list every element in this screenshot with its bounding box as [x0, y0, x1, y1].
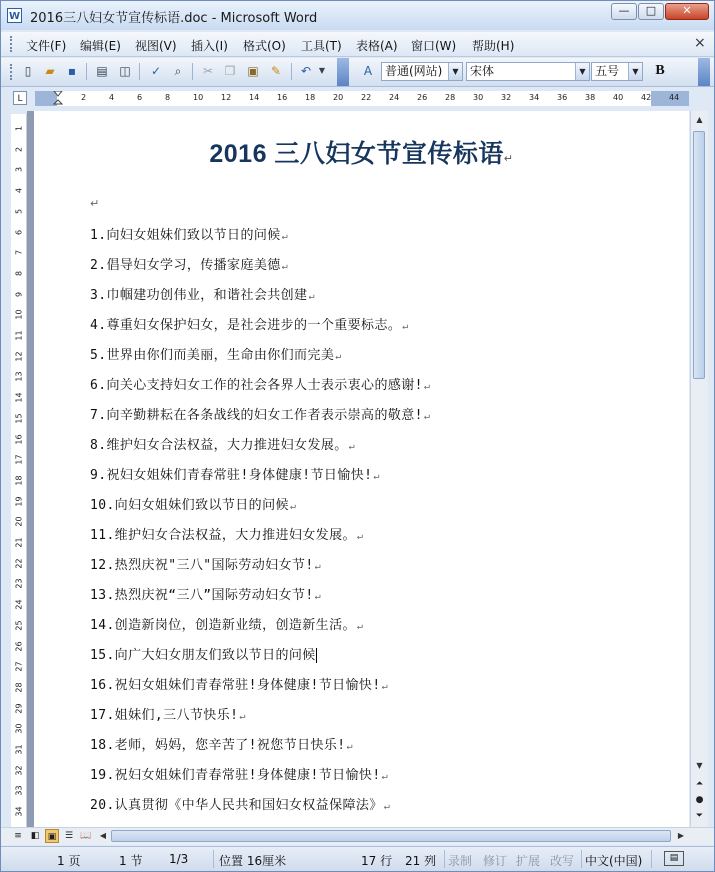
- document-line-text: 7.向辛勤耕耘在各条战线的妇女工作者表示崇高的敬意!: [90, 408, 423, 423]
- document-line-text: 12.热烈庆祝"三八"国际劳动妇女节!: [90, 558, 314, 573]
- ruler-number: 14: [249, 93, 260, 102]
- vertical-ruler-number: 17: [14, 454, 24, 465]
- document-line-text: 14.创造新岗位，创造新业绩，创造新生活。: [90, 618, 356, 633]
- status-overtype[interactable]: 改写: [550, 854, 575, 868]
- ruler-number: 26: [417, 93, 428, 102]
- menu-insert[interactable]: 插入(I): [191, 39, 228, 53]
- vertical-ruler-number: 21: [14, 537, 24, 548]
- vertical-ruler-number: 30: [14, 723, 24, 734]
- document-line[interactable]: [90, 464, 380, 483]
- status-record[interactable]: 录制: [448, 854, 473, 868]
- paragraph-mark: ↵: [423, 381, 431, 392]
- ruler-number: 34: [529, 93, 540, 102]
- document-area: [27, 111, 689, 827]
- document-title: 2016 三八妇女节宣传标语↵: [209, 140, 514, 168]
- vertical-ruler-number: 15: [14, 413, 24, 424]
- print-icon[interactable]: ▤: [96, 64, 108, 78]
- ruler-number: 6: [137, 93, 143, 102]
- maximize-button[interactable]: □: [638, 3, 664, 20]
- document-line[interactable]: [90, 284, 315, 303]
- styles-pane-icon[interactable]: A: [363, 64, 373, 78]
- vertical-ruler-number: 9: [14, 291, 24, 297]
- font-value: 宋体: [470, 64, 495, 78]
- document-page[interactable]: [34, 111, 689, 827]
- horizontal-scroll-thumb[interactable]: [111, 830, 671, 842]
- vertical-ruler-number: 27: [14, 661, 24, 672]
- document-line[interactable]: [90, 584, 321, 603]
- vertical-ruler-number: 8: [14, 270, 24, 276]
- copy-icon[interactable]: ❐: [224, 64, 236, 78]
- ruler-number: 20: [333, 93, 344, 102]
- document-line-text: 1.向妇女姐妹们致以节日的问候: [90, 228, 281, 243]
- scroll-up-icon[interactable]: ▲: [696, 115, 703, 124]
- vertical-ruler-number: 11: [14, 330, 24, 341]
- document-line-text: 20.认真贯彻《中华人民共和国妇女权益保障法》: [90, 798, 383, 813]
- document-line[interactable]: [90, 764, 388, 783]
- empty-paragraph-mark: ↵: [90, 197, 100, 210]
- horizontal-ruler-row: [1, 88, 714, 108]
- font-dropdown-icon[interactable]: ▼: [575, 63, 589, 80]
- document-line[interactable]: [90, 314, 409, 333]
- vertical-ruler[interactable]: [11, 114, 27, 827]
- menu-file[interactable]: 文件(F): [26, 39, 67, 53]
- vertical-ruler-number: 18: [14, 475, 24, 486]
- menu-window[interactable]: 窗口(W): [411, 39, 457, 53]
- document-line-text: 9.祝妇女姐妹们青春常驻!身体健康!节日愉快!: [90, 468, 373, 483]
- open-folder-icon[interactable]: ▰: [45, 64, 55, 78]
- paste-icon[interactable]: ▣: [247, 64, 259, 78]
- menu-bar: [1, 32, 714, 57]
- vertical-scroll-thumb[interactable]: [693, 131, 705, 379]
- status-page-of: 1/3: [169, 852, 189, 866]
- paragraph-mark: ↵: [402, 321, 409, 332]
- horizontal-ruler[interactable]: [35, 91, 689, 106]
- scroll-left-icon[interactable]: ◀: [99, 831, 107, 840]
- vertical-ruler-number: 7: [14, 250, 24, 256]
- ruler-number: 12: [221, 93, 232, 102]
- vertical-ruler-number: 34: [14, 806, 24, 817]
- menu-tools[interactable]: 工具(T): [301, 39, 342, 53]
- window-title: 2016三八妇女节宣传标语.doc - Microsoft Word: [30, 11, 318, 26]
- menu-grip-icon[interactable]: [10, 36, 15, 52]
- ruler-number: 38: [585, 93, 596, 102]
- ruler-number: 36: [557, 93, 568, 102]
- ruler-number: 24: [389, 93, 400, 102]
- document-line-text: 19.祝妇女姐妹们青春常驻!身体健康!节日愉快!: [90, 768, 381, 783]
- font-size-dropdown-icon[interactable]: ▼: [628, 63, 642, 80]
- vertical-ruler-number: 10: [14, 309, 24, 320]
- document-line[interactable]: [90, 494, 296, 513]
- save-icon[interactable]: ▪: [67, 64, 77, 78]
- vertical-ruler-number: 32: [14, 765, 24, 776]
- status-column: 21 列: [405, 854, 437, 868]
- vertical-ruler-number: 20: [14, 516, 24, 527]
- vertical-ruler-number: 29: [14, 703, 24, 714]
- paragraph-mark: ↵: [335, 351, 342, 362]
- document-line-text: 3.巾帼建功创伟业，和谐社会共创建: [90, 288, 308, 303]
- paragraph-mark: ↵: [373, 471, 380, 482]
- document-line[interactable]: [90, 434, 355, 453]
- ruler-number: 4: [109, 93, 115, 102]
- ruler-number: 40: [613, 93, 624, 102]
- toolbar-grip-icon[interactable]: [10, 64, 15, 80]
- vertical-ruler-number: 2: [14, 146, 24, 152]
- spelling-icon[interactable]: ✓: [150, 64, 162, 78]
- tab-selector-icon[interactable]: L: [13, 91, 27, 105]
- vertical-ruler-number: 31: [14, 744, 24, 755]
- status-language[interactable]: 中文(中国): [585, 854, 643, 868]
- vertical-ruler-number: 23: [14, 578, 24, 589]
- paragraph-mark: ↵: [356, 531, 364, 542]
- document-line-text: 5.世界由你们而美丽，生命由你们而完美: [90, 348, 335, 363]
- vertical-ruler-number: 28: [14, 682, 24, 693]
- document-line[interactable]: [90, 734, 353, 753]
- document-line[interactable]: [90, 344, 342, 363]
- ruler-number: 18: [305, 93, 316, 102]
- document-line[interactable]: [90, 674, 388, 693]
- print-layout-view-icon[interactable]: ▣: [45, 829, 59, 843]
- research-icon[interactable]: ⌕: [174, 64, 182, 78]
- spelling-status-icon[interactable]: ▤: [664, 851, 684, 866]
- document-line[interactable]: [90, 374, 430, 393]
- toolbar-overflow-2-icon[interactable]: [698, 58, 710, 86]
- vertical-ruler-number: 13: [14, 371, 24, 382]
- paragraph-mark: ↵: [239, 711, 246, 722]
- document-line[interactable]: [90, 404, 430, 423]
- ruler-number: 44: [669, 93, 680, 102]
- font-size-combo[interactable]: [591, 62, 643, 81]
- vertical-ruler-number: 24: [14, 599, 24, 610]
- title-bar[interactable]: [1, 1, 714, 30]
- paragraph-mark: ↵: [423, 411, 431, 422]
- text-cursor: [316, 648, 317, 663]
- menu-view[interactable]: 视图(V): [135, 39, 177, 53]
- close-button[interactable]: ✕: [665, 3, 709, 20]
- document-line-text: 8.维护妇女合法权益，大力推进妇女发展。: [90, 438, 348, 453]
- paragraph-mark: ↵: [314, 561, 321, 572]
- paragraph-mark: ↵: [281, 231, 289, 242]
- paragraph-mark: ↵: [346, 741, 353, 752]
- document-line[interactable]: [90, 644, 317, 663]
- status-page: 1 页: [57, 854, 81, 868]
- document-line[interactable]: [90, 554, 321, 573]
- scroll-right-icon[interactable]: ▶: [677, 831, 685, 840]
- vertical-ruler-number: 12: [14, 351, 24, 362]
- vertical-ruler-number: 22: [14, 558, 24, 569]
- document-line-text: 10.向妇女姐妹们致以节日的问候: [90, 498, 289, 513]
- paragraph-mark: ↵: [356, 621, 364, 632]
- ruler-number: 32: [501, 93, 512, 102]
- document-line-text: 11.维护妇女合法权益，大力推进妇女发展。: [90, 528, 356, 543]
- format-painter-icon[interactable]: ✎: [270, 64, 282, 78]
- vertical-ruler-number: 5: [14, 208, 24, 214]
- document-line-text: 13.热烈庆祝“三八”国际劳动妇女节!: [90, 588, 314, 603]
- vertical-ruler-number: 16: [14, 433, 24, 445]
- vertical-ruler-number: 33: [14, 785, 24, 796]
- toolbar-overflow-icon[interactable]: [337, 58, 349, 86]
- document-line[interactable]: [90, 254, 288, 273]
- horizontal-scrollbar-row: [1, 827, 714, 845]
- paragraph-mark: ↵: [289, 501, 297, 512]
- ruler-number: 8: [165, 93, 171, 102]
- minimize-button[interactable]: —: [611, 3, 637, 20]
- document-line-text: 16.祝妇女姐妹们青春常驻!身体健康!节日愉快!: [90, 678, 381, 693]
- ruler-number: 22: [361, 93, 372, 102]
- style-combo[interactable]: [381, 62, 463, 81]
- document-line-text: 2.倡导妇女学习，传播家庭美德: [90, 258, 281, 273]
- paragraph-mark: ↵: [383, 801, 391, 812]
- vertical-ruler-number: 25: [14, 620, 24, 631]
- vertical-ruler-number: 4: [14, 188, 24, 194]
- next-page-icon[interactable]: ⏷: [695, 811, 704, 821]
- ruler-number: 2: [81, 93, 87, 102]
- paragraph-mark: ↵: [381, 771, 388, 782]
- undo-icon[interactable]: ↶: [300, 64, 312, 78]
- vertical-ruler-number: 26: [14, 640, 24, 652]
- ruler-number: 28: [445, 93, 456, 102]
- menu-help[interactable]: 帮助(H): [472, 39, 515, 53]
- reading-view-icon[interactable]: 📖: [80, 831, 92, 841]
- print-preview-icon[interactable]: ◫: [119, 64, 131, 78]
- undo-dropdown-icon[interactable]: ▼: [318, 66, 326, 75]
- style-value: 普通(网站): [385, 64, 443, 78]
- scroll-down-icon[interactable]: ▼: [696, 761, 703, 770]
- status-extend[interactable]: 扩展: [516, 854, 541, 868]
- ruler-number: 42: [641, 93, 652, 102]
- outline-view-icon[interactable]: ☰: [64, 831, 74, 841]
- normal-view-icon[interactable]: ≡: [14, 831, 22, 841]
- vertical-ruler-number: 6: [14, 229, 24, 235]
- status-section: 1 节: [119, 854, 143, 868]
- status-line: 17 行: [361, 854, 393, 868]
- vertical-ruler-number: 3: [14, 167, 24, 173]
- menu-edit[interactable]: 编辑(E): [80, 39, 121, 53]
- menu-format[interactable]: 格式(O): [243, 39, 286, 53]
- vertical-ruler-number: 14: [14, 392, 24, 403]
- ruler-number: 16: [277, 93, 288, 102]
- vertical-scrollbar[interactable]: [690, 111, 708, 827]
- document-line[interactable]: [90, 614, 363, 633]
- paragraph-mark: ↵: [308, 291, 315, 302]
- document-line[interactable]: [90, 524, 363, 543]
- indent-marker-icon[interactable]: [53, 91, 63, 106]
- document-line-text: 6.向关心支持妇女工作的社会各界人士表示衷心的感谢!: [90, 378, 423, 393]
- vertical-ruler-number: 1: [14, 125, 24, 132]
- status-track-changes[interactable]: 修订: [483, 854, 508, 868]
- document-line-text: 17.姐妹们,三八节快乐!: [90, 708, 239, 723]
- select-browse-object-icon[interactable]: ●: [695, 795, 704, 805]
- close-document-icon[interactable]: ×: [694, 35, 706, 51]
- cut-icon[interactable]: ✂: [202, 64, 214, 78]
- paragraph-mark: ↵: [348, 441, 356, 452]
- ruler-number: 10: [193, 93, 204, 102]
- bold-button[interactable]: B: [655, 63, 665, 78]
- document-line-text: 4.尊重妇女保护妇女，是社会进步的一个重要标志。: [90, 318, 402, 333]
- formatting-toolbar: [1, 58, 714, 87]
- paragraph-mark: ↵: [281, 261, 289, 272]
- font-size-value: 五号: [595, 64, 620, 78]
- vertical-ruler-number: 19: [14, 496, 24, 507]
- ruler-number: 30: [473, 93, 484, 102]
- previous-page-icon[interactable]: ⏶: [695, 779, 704, 789]
- status-bar: [1, 846, 714, 872]
- paragraph-mark: ↵: [381, 681, 388, 692]
- document-line-text: 15.向广大妇女朋友们致以节日的问候: [90, 648, 316, 663]
- web-view-icon[interactable]: ◧: [30, 831, 40, 841]
- document-line[interactable]: [90, 704, 246, 723]
- status-position: 位置 16厘米: [219, 854, 287, 868]
- new-doc-icon[interactable]: ▯: [24, 64, 32, 78]
- font-combo[interactable]: [466, 62, 590, 81]
- document-line[interactable]: [90, 794, 390, 813]
- menu-table[interactable]: 表格(A): [356, 39, 398, 53]
- paragraph-mark: ↵: [314, 591, 321, 602]
- word-app-icon[interactable]: W: [7, 8, 22, 23]
- document-line[interactable]: [90, 224, 288, 243]
- document-line-text: 18.老师，妈妈，您辛苦了!祝您节日快乐!: [90, 738, 346, 753]
- style-dropdown-icon[interactable]: ▼: [448, 63, 462, 80]
